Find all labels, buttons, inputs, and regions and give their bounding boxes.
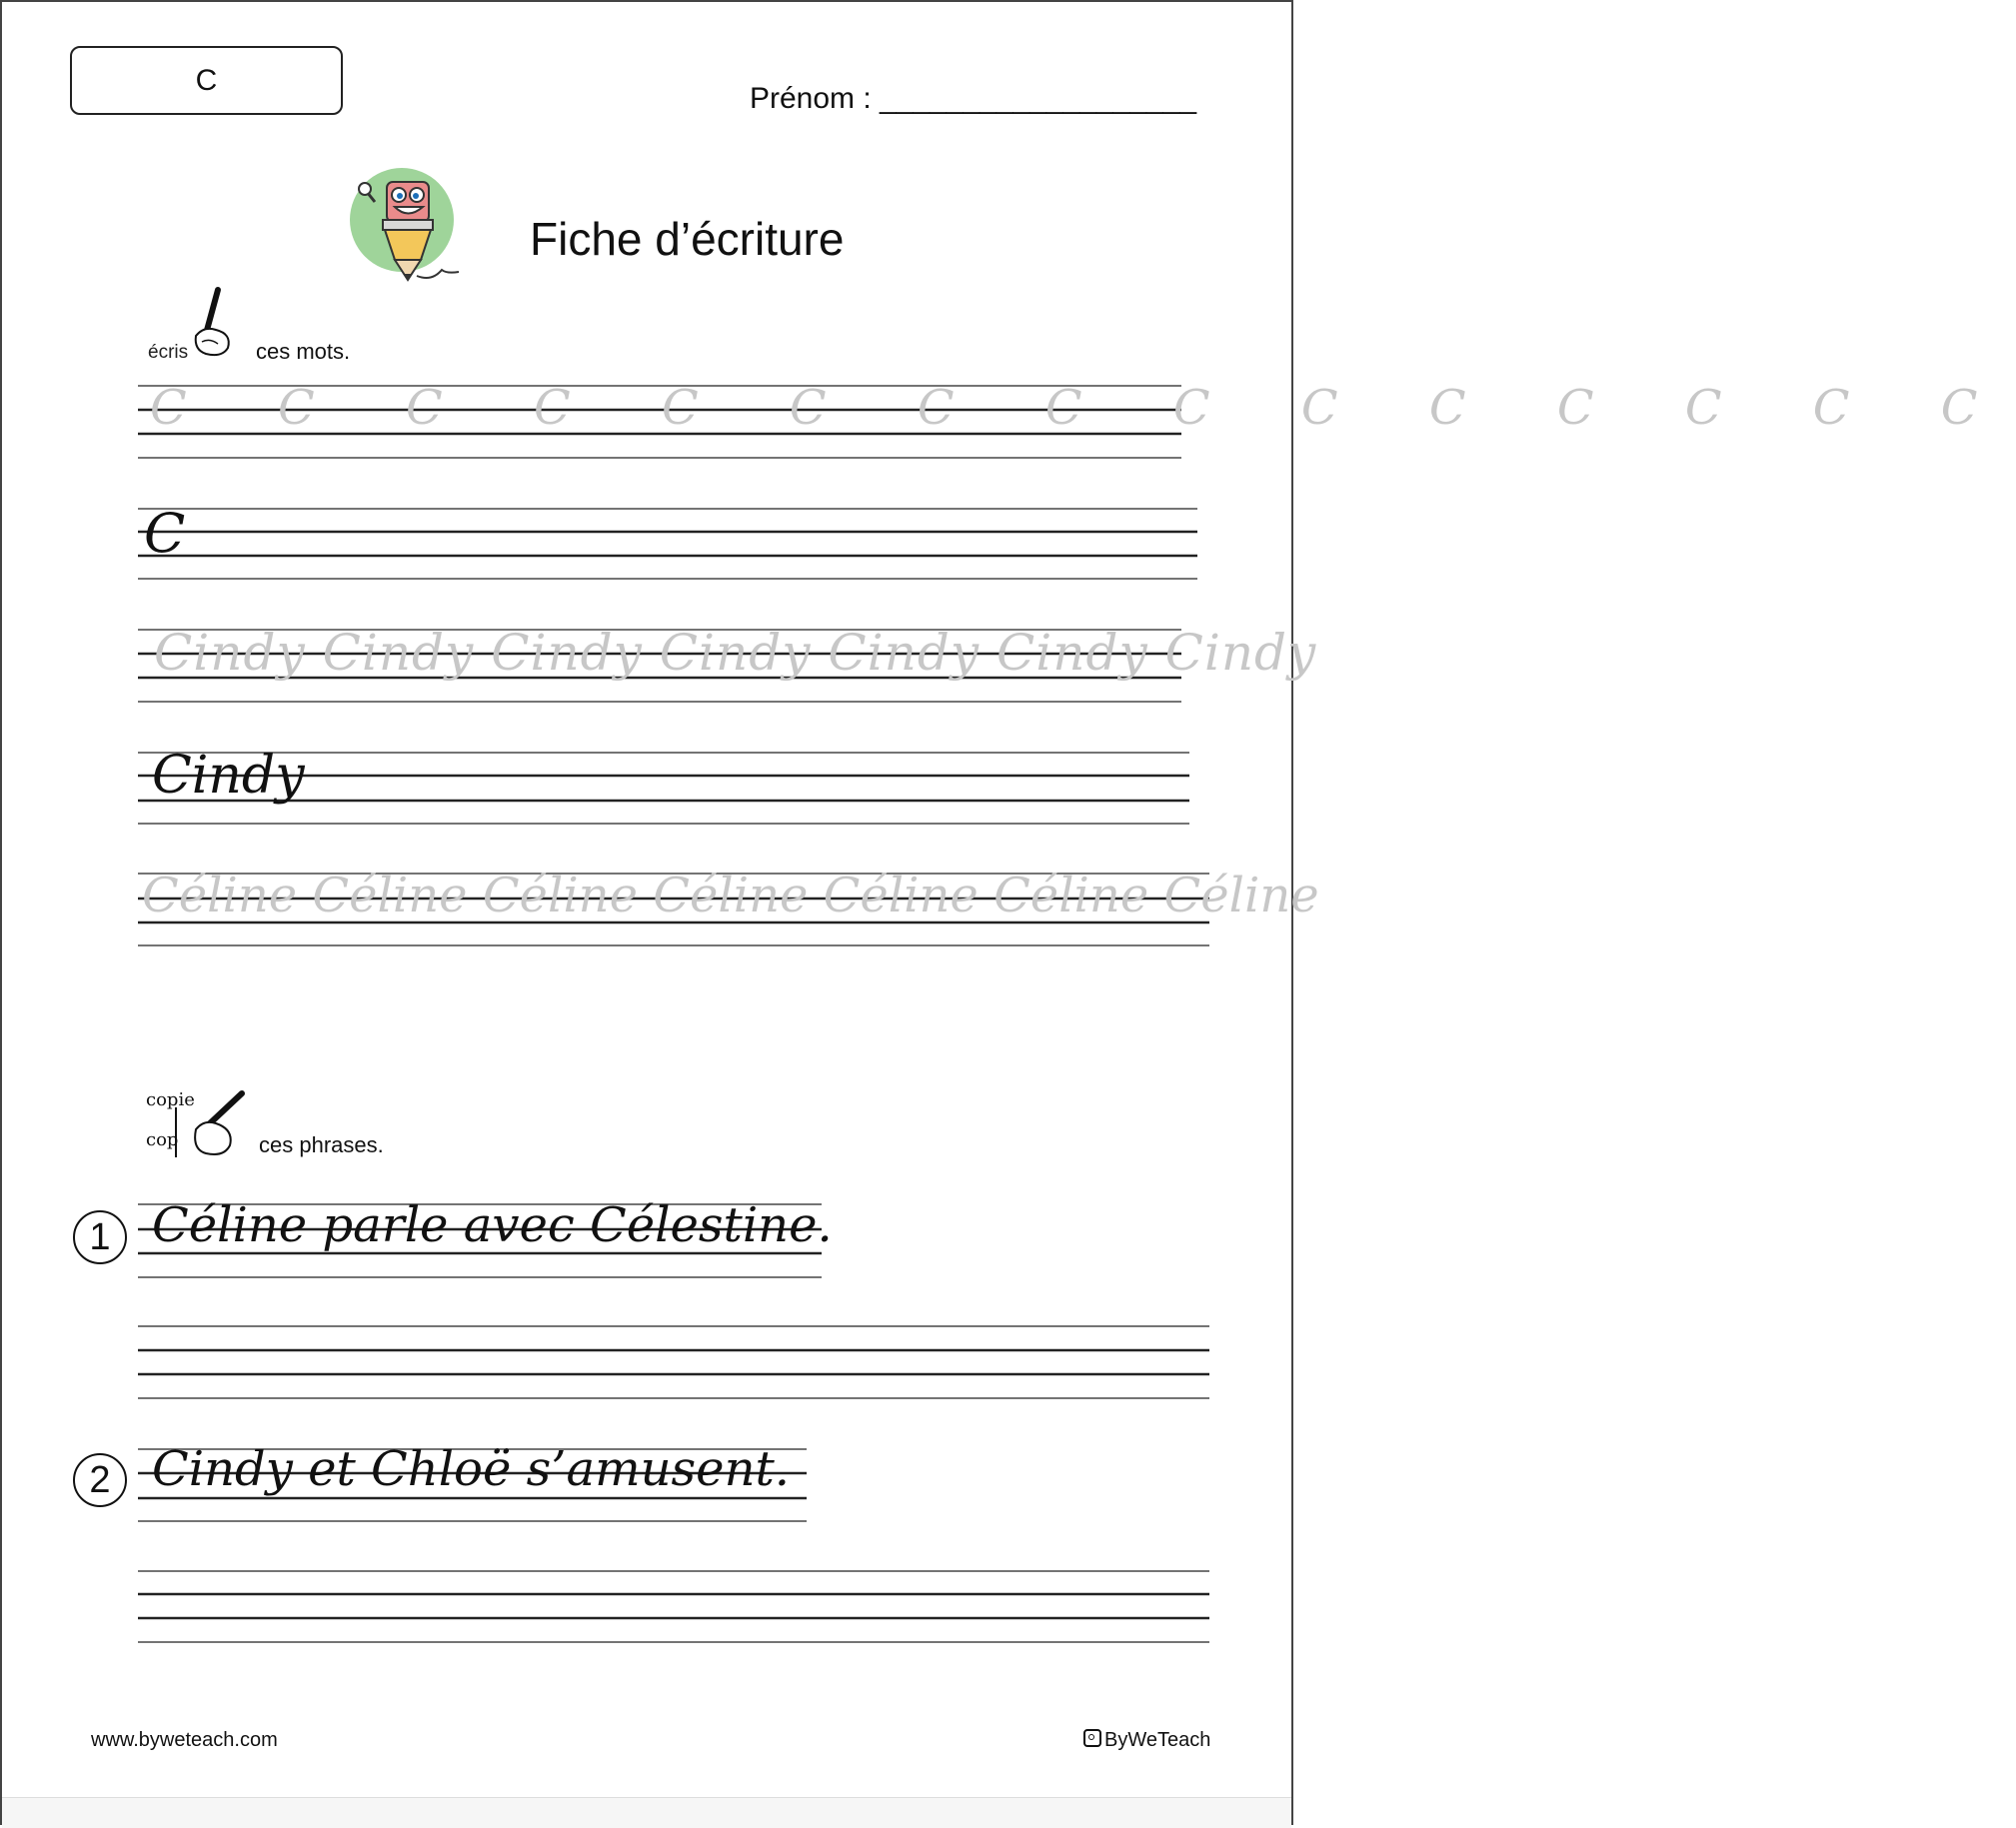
- trace-row-cindy: Cindy Cindy Cindy Cindy Cindy Cindy Cindy: [154, 624, 1317, 682]
- model-sentence-2: Cindy et Chloë s’amusent.: [152, 1441, 791, 1497]
- page-title: Fiche d’écriture: [530, 213, 845, 265]
- letter-label: C: [195, 63, 218, 97]
- words-instruction: ces mots.: [256, 339, 351, 364]
- model-sentence-1: Céline parle avec Célestine.: [152, 1197, 833, 1253]
- sentences-instruction: ces phrases.: [259, 1132, 384, 1157]
- write-icon-caption: écris: [148, 342, 189, 363]
- sentence-number-1: [73, 1210, 127, 1264]
- footer-social-handle: ByWeTeach: [1104, 1729, 1211, 1751]
- instagram-icon: [1083, 1729, 1101, 1747]
- footer-website[interactable]: www.byweteach.com: [91, 1729, 278, 1751]
- footer-social[interactable]: [1083, 1729, 1210, 1752]
- trace-row-celine: Céline Céline Céline Céline Céline Céline Céline: [142, 868, 1319, 923]
- model-cindy: Cindy: [152, 746, 305, 806]
- sentence-number-2-label: 2: [89, 1458, 111, 1501]
- page-bottom-edge: [2, 1797, 1291, 1828]
- sentence-number-1-label: 1: [89, 1215, 111, 1258]
- copy-icon-caption-bottom: cop: [146, 1129, 179, 1150]
- copy-icon-caption-top: copie: [146, 1089, 195, 1110]
- trace-row-letter: C C C C C C C C C C C C C C C: [150, 380, 2016, 436]
- sentence-number-2: [73, 1453, 127, 1507]
- model-letter: C: [144, 502, 186, 565]
- name-field[interactable]: Prénom : ___________________: [750, 82, 1197, 115]
